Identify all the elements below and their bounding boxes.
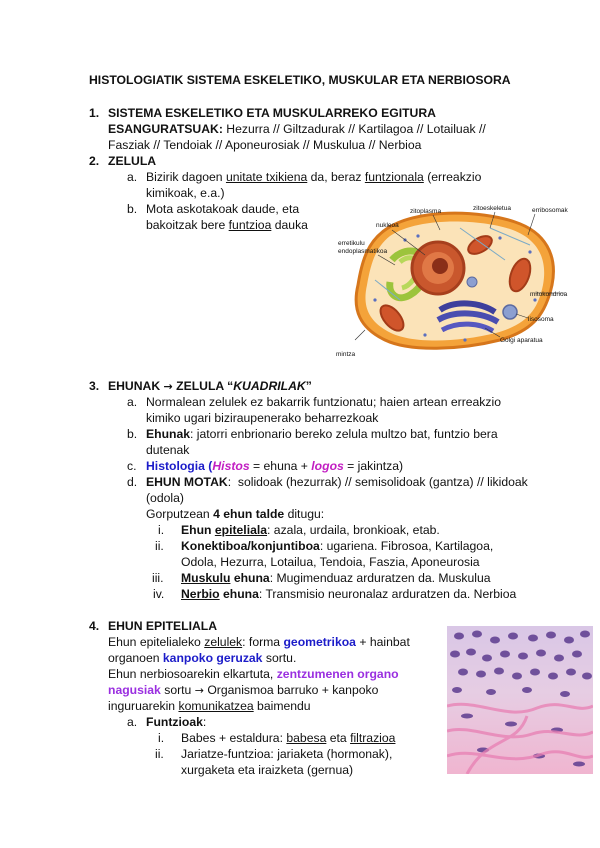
epitelial-line-1 xyxy=(108,634,410,650)
text-bold: Funtzioak xyxy=(146,715,203,729)
text: : Transmisio neuronalaz arduratzen da. Nerbioa xyxy=(258,587,517,601)
epithelial-tissue-micrograph xyxy=(447,626,593,774)
text-underlined: filtrazioa xyxy=(350,731,396,745)
ehunak-item-a: Normalean zelulek ez bakarrik funtzionatu; haien artean erreakzio xyxy=(146,395,501,409)
epitelial-line-2 xyxy=(108,650,296,666)
section-3-heading xyxy=(108,378,312,395)
text: ” xyxy=(305,379,312,393)
list-marker: iii. xyxy=(152,571,164,585)
ehunak-item-d-groups xyxy=(146,506,324,522)
zelula-item-a-cont: kimikoak, e.a.) xyxy=(146,186,225,200)
funtzioak-heading xyxy=(146,714,206,730)
text-underlined: babesa xyxy=(286,731,327,745)
text-bold: Ehunak xyxy=(146,427,191,441)
kanpoko-geruzak-term: kanpoko geruzak xyxy=(162,651,263,665)
list-marker: a. xyxy=(127,395,138,409)
text: : solidoak (hezurrak) // semisolidoak (gantza) // likidoak xyxy=(227,475,528,489)
text-underlined: unitate txikiena xyxy=(225,170,308,184)
label-nukleoa: nukleoa xyxy=(376,222,399,229)
text: ditugu: xyxy=(284,507,325,521)
text: Organismoa barruko + kanpoko xyxy=(203,683,379,697)
text: sortu. xyxy=(262,651,297,665)
document-title: HISTOLOGIATIK SISTEMA ESKELETIKO, MUSKULAR ETA NERBIOSORA xyxy=(89,73,511,87)
arrow-icon: → xyxy=(163,380,173,393)
ehunak-item-d xyxy=(146,474,528,490)
list-marker: ii. xyxy=(155,747,164,761)
list-marker: a. xyxy=(127,170,138,184)
list-marker: b. xyxy=(127,202,138,216)
list-marker: i. xyxy=(158,523,165,537)
text-italic: KUADRILAK xyxy=(233,379,306,393)
animal-cell-illustration xyxy=(330,200,585,360)
section-1-line2 xyxy=(108,121,486,137)
section-1-list-cont: Fasziak // Tendoiak // Aponeurosiak // Muskulua // Nerbioa xyxy=(108,138,422,152)
text-bold: Ehun xyxy=(181,523,215,537)
geometrikoa-term: geometrikoa xyxy=(283,635,356,649)
text: = ehuna + xyxy=(249,459,312,473)
section-4-number: 4. xyxy=(89,619,100,633)
text: sortu xyxy=(160,683,195,697)
text: : azala, urdaila, bronkioak, etab. xyxy=(267,523,440,537)
tissue-konektiboa xyxy=(181,538,493,554)
text: eta xyxy=(326,731,351,745)
section-2-number: 2. xyxy=(89,154,100,168)
section-2-heading: ZELULA xyxy=(108,154,157,168)
zelula-item-b: Mota askotakoak daude, eta xyxy=(146,202,300,216)
text-underlined: funtzioa xyxy=(228,218,272,232)
text-bold: EHUN MOTAK xyxy=(146,475,228,489)
section-1-list: Hezurra // Giltzadurak // Kartilagoa // Lotailuak // xyxy=(222,122,486,136)
text: Ehun nerbiosoarekin elkartuta, xyxy=(108,667,277,681)
label-zitoeskeletua: zitoeskeletua xyxy=(473,205,511,212)
label-lisosoma: lisosoma xyxy=(528,316,554,323)
ehunak-item-c xyxy=(146,458,403,474)
text: da, beraz xyxy=(307,170,365,184)
text-bold: ehuna xyxy=(219,587,259,601)
list-marker: i. xyxy=(158,731,165,745)
text: Babes + estaldura: xyxy=(181,731,287,745)
text: : Mugimenduaz arduratzen da. Muskulua xyxy=(269,571,491,585)
funtzioa-jariatze-cont: xurgaketa eta iraizketa (gernua) xyxy=(181,763,354,777)
tissue-epiteliala xyxy=(181,522,440,538)
ehunak-item-b-cont: dutenak xyxy=(146,443,190,457)
text: inguruarekin xyxy=(108,699,179,713)
logos-term: logos xyxy=(311,459,344,473)
text: + hainbat xyxy=(355,635,410,649)
text: (erreakzio xyxy=(423,170,482,184)
text: dauka xyxy=(271,218,308,232)
zentzumenen-organo-term: zentzumenen organo xyxy=(276,667,399,681)
text: : forma xyxy=(242,635,284,649)
epitelial-line-5 xyxy=(108,698,311,714)
section-3-number: 3. xyxy=(89,379,100,393)
ehunak-item-d-cont: (odola) xyxy=(146,491,184,505)
text-underlined: komunikatzea xyxy=(178,699,254,713)
text: : jatorri enbrionario bereko zelula multzo bat, funtzio bera xyxy=(190,427,498,441)
text-underlined: zelulek xyxy=(204,635,243,649)
epitelial-line-3 xyxy=(108,666,399,682)
arrow-icon: → xyxy=(194,684,204,697)
list-marker: c. xyxy=(127,459,137,473)
ehunak-item-a-cont: kimiko ugari biziraupenerako beharrezkoak xyxy=(146,411,379,425)
nagusiak-term: nagusiak xyxy=(108,683,161,697)
text: : ugariena. Fibrosoa, Kartilagoa, xyxy=(319,539,494,553)
text: baimendu xyxy=(253,699,311,713)
label-mitokondrioa: mitokondrioa xyxy=(530,291,568,298)
text: = jakintza) xyxy=(343,459,404,473)
section-4-heading: EHUN EPITELIALA xyxy=(108,619,218,633)
text-bold-underlined: Muskulu xyxy=(181,571,231,585)
text-bold: ehuna xyxy=(230,571,270,585)
text: organoen xyxy=(108,651,163,665)
label-mintza: mintza xyxy=(336,351,356,358)
zelula-item-b-cont xyxy=(146,217,308,233)
text: ZELULA “ xyxy=(172,379,234,393)
histos-term: Histos xyxy=(212,459,250,473)
label-erretikulu: erretikulu xyxy=(338,240,365,247)
text: bakoitzak bere xyxy=(146,218,229,232)
text: Ehun epitelialeko xyxy=(108,635,205,649)
tissue-konektiboa-cont: Odola, Hezurra, Lotailua, Tendoia, Faszia, Aponeurosia xyxy=(181,555,480,569)
text-bold: 4 ehun talde xyxy=(213,507,285,521)
list-marker: d. xyxy=(127,475,138,489)
text: : xyxy=(202,715,207,729)
funtzioa-babes xyxy=(181,730,395,746)
label-endoplasmatikoa: endoplasmatikoa xyxy=(338,248,388,255)
list-marker: a. xyxy=(127,715,138,729)
epitelial-line-4 xyxy=(108,682,378,699)
section-1-number: 1. xyxy=(89,106,100,120)
text-underlined: funtzionala xyxy=(364,170,424,184)
text-bold-underlined: Nerbio xyxy=(181,587,220,601)
list-marker: iv. xyxy=(153,587,165,601)
text: Bizirik dagoen xyxy=(146,170,226,184)
label-golgi-aparatua: Golgi aparatua xyxy=(500,337,543,344)
section-1-heading-cont: ESANGURATSUAK: xyxy=(108,122,223,136)
section-1-heading: SISTEMA ESKELETIKO ETA MUSKULARREKO EGITURA xyxy=(108,106,436,120)
label-zitoplasma: zitoplasma xyxy=(410,208,442,215)
label-erribosomak: erribosomak xyxy=(532,207,568,214)
list-marker: b. xyxy=(127,427,138,441)
list-marker: ii. xyxy=(155,539,164,553)
funtzioa-jariatze: Jariatze-funtzioa: jariaketa (hormonak), xyxy=(181,747,393,761)
ehunak-item-b xyxy=(146,426,498,442)
tissue-muskulu xyxy=(181,570,491,586)
text: Gorputzean xyxy=(146,507,214,521)
text: ( xyxy=(204,459,213,473)
text-bold-underlined: epiteliala xyxy=(214,523,268,537)
zelula-item-a xyxy=(146,169,481,185)
text: EHUNAK xyxy=(108,379,164,393)
tissue-nerbio xyxy=(181,586,516,602)
histologia-term: Histologia xyxy=(146,459,205,473)
text-bold: Konektiboa/konjuntiboa xyxy=(181,539,320,553)
